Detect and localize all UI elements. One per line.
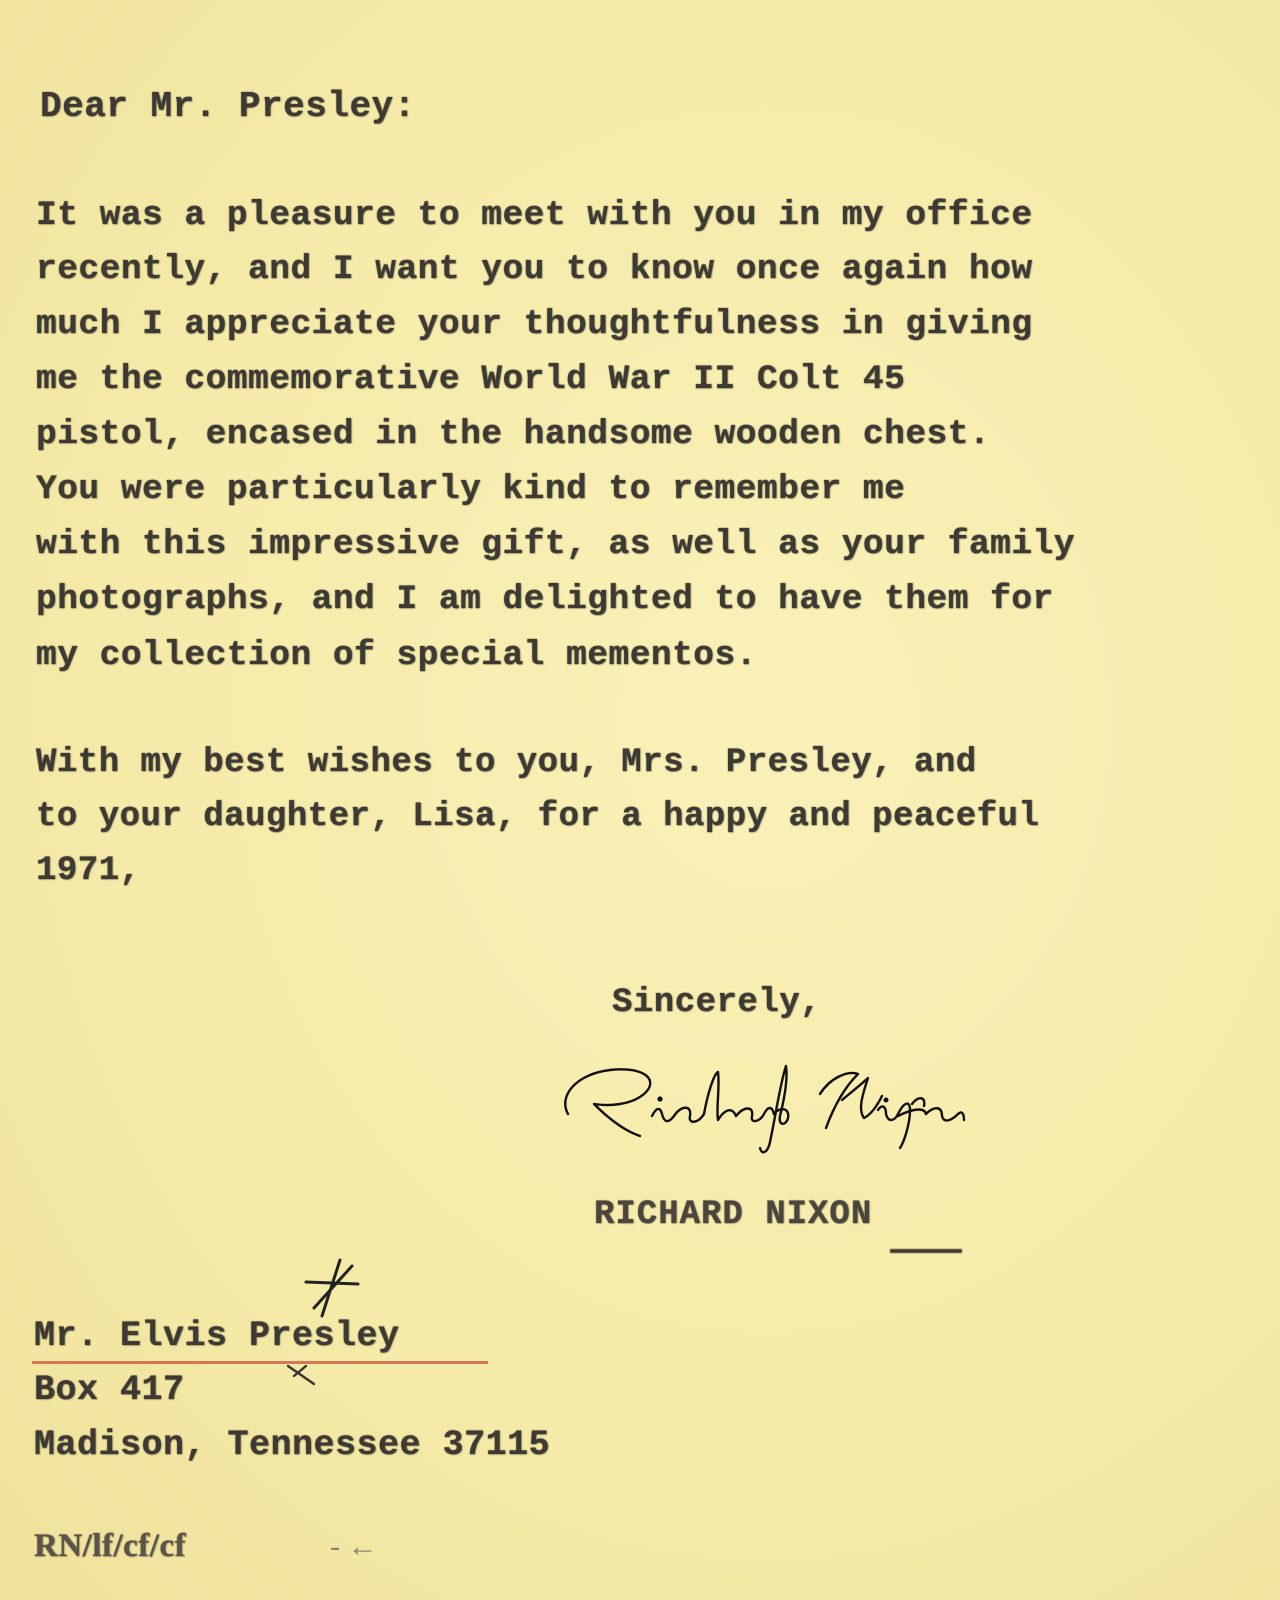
caret-mark-icon (280, 1362, 320, 1390)
address-line: Madison, Tennessee 37115 (34, 1425, 551, 1465)
paragraph-1-line: It was a pleasure to meet with you in my office (36, 196, 1033, 235)
handwritten-signature (548, 1044, 968, 1164)
paragraph-1-line: with this impressive gift, as well as your family (36, 525, 1075, 564)
paragraph-1-line: You were particularly kind to remember me (36, 470, 906, 509)
paragraph-1-line: recently, and I want you to know once again how (36, 250, 1033, 289)
paragraph-2-line: 1971, (36, 852, 141, 890)
star-mark-icon (300, 1256, 364, 1320)
paragraph-1-line: much I appreciate your thoughtfulness in giving (36, 305, 1033, 344)
typed-name-underline (890, 1249, 962, 1253)
paragraph-1-line: me the commemorative World War II Colt 45 (36, 360, 906, 399)
paragraph-2-line: With my best wishes to you, Mrs. Presley, and (36, 744, 977, 782)
address-line: Box 417 (34, 1370, 185, 1410)
reference-tail: - ← (330, 1530, 378, 1563)
typed-name: RICHARD NIXON (594, 1196, 873, 1234)
paragraph-1-line: pistol, encased in the handsome wooden chest. (36, 415, 991, 454)
address-line: Mr. Elvis Presley (34, 1316, 400, 1356)
salutation: Dear Mr. Presley: (40, 86, 416, 127)
address-red-underline (32, 1361, 488, 1364)
paragraph-2-line: to your daughter, Lisa, for a happy and peaceful (36, 798, 1040, 836)
paragraph-1-line: my collection of special mementos. (36, 636, 757, 675)
reference-initials: RN/lf/cf/cf (34, 1528, 187, 1564)
paragraph-1-line: photographs, and I am delighted to have them for (36, 580, 1054, 619)
closing: Sincerely, (612, 984, 822, 1022)
